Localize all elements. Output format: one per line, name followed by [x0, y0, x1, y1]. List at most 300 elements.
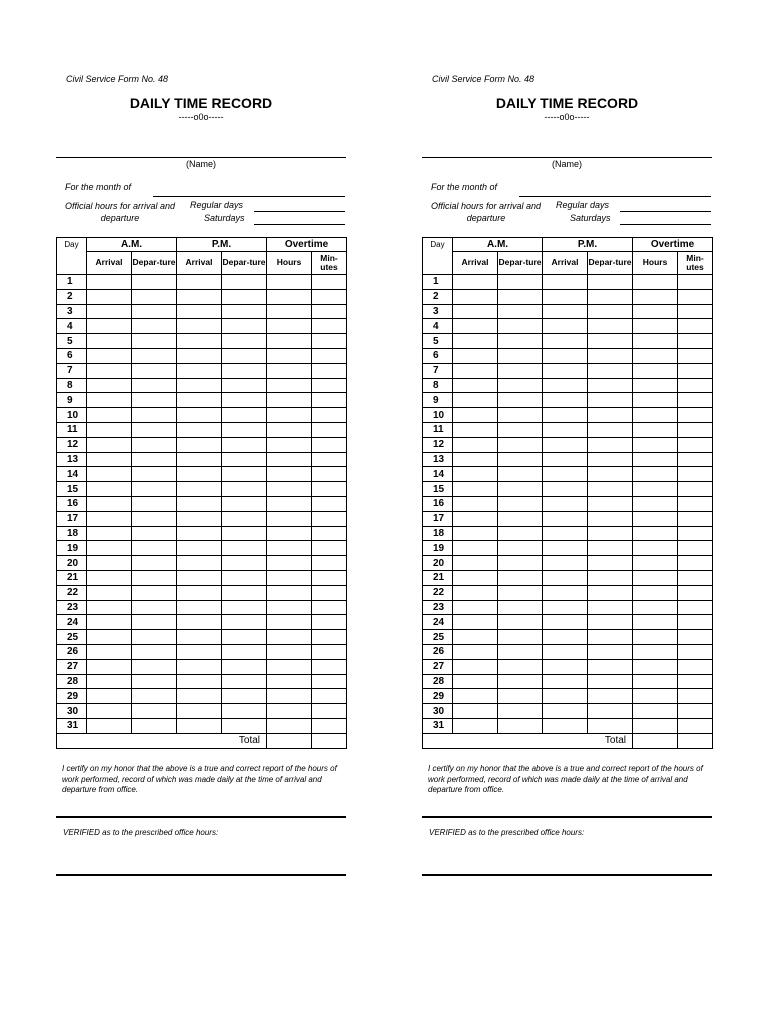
am-departure-cell[interactable]: [132, 348, 177, 363]
overtime-hours-cell[interactable]: [633, 304, 678, 319]
overtime-minutes-cell[interactable]: [678, 556, 713, 571]
am-departure-cell[interactable]: [132, 644, 177, 659]
am-arrival-cell[interactable]: [453, 718, 498, 733]
am-departure-cell[interactable]: [132, 363, 177, 378]
overtime-hours-cell[interactable]: [633, 644, 678, 659]
am-departure-cell[interactable]: [132, 615, 177, 630]
am-departure-cell[interactable]: [132, 600, 177, 615]
overtime-minutes-cell[interactable]: [678, 674, 713, 689]
am-arrival-cell[interactable]: [87, 422, 132, 437]
pm-arrival-cell[interactable]: [543, 289, 588, 304]
am-departure-cell[interactable]: [132, 556, 177, 571]
overtime-minutes-cell[interactable]: [678, 422, 713, 437]
overtime-minutes-cell[interactable]: [312, 689, 347, 704]
overtime-minutes-cell[interactable]: [312, 363, 347, 378]
am-arrival-cell[interactable]: [87, 408, 132, 423]
overtime-hours-cell[interactable]: [267, 467, 312, 482]
am-arrival-cell[interactable]: [453, 452, 498, 467]
am-departure-cell[interactable]: [498, 482, 543, 497]
pm-arrival-cell[interactable]: [543, 600, 588, 615]
am-departure-cell[interactable]: [132, 511, 177, 526]
overtime-minutes-cell[interactable]: [312, 437, 347, 452]
overtime-hours-cell[interactable]: [633, 275, 678, 290]
overtime-minutes-cell[interactable]: [312, 570, 347, 585]
am-arrival-cell[interactable]: [453, 600, 498, 615]
overtime-hours-cell[interactable]: [633, 496, 678, 511]
overtime-hours-cell[interactable]: [267, 718, 312, 733]
am-departure-cell[interactable]: [498, 600, 543, 615]
am-departure-cell[interactable]: [132, 704, 177, 719]
pm-departure-cell[interactable]: [588, 689, 633, 704]
overtime-hours-cell[interactable]: [633, 570, 678, 585]
am-arrival-cell[interactable]: [87, 704, 132, 719]
am-arrival-cell[interactable]: [87, 585, 132, 600]
am-arrival-cell[interactable]: [453, 511, 498, 526]
am-departure-cell[interactable]: [498, 615, 543, 630]
pm-departure-cell[interactable]: [222, 556, 267, 571]
pm-departure-cell[interactable]: [588, 378, 633, 393]
pm-departure-cell[interactable]: [588, 304, 633, 319]
overtime-minutes-cell[interactable]: [678, 630, 713, 645]
pm-departure-cell[interactable]: [588, 319, 633, 334]
am-arrival-cell[interactable]: [87, 526, 132, 541]
am-departure-cell[interactable]: [132, 541, 177, 556]
pm-arrival-cell[interactable]: [543, 393, 588, 408]
pm-arrival-cell[interactable]: [177, 674, 222, 689]
pm-departure-cell[interactable]: [588, 704, 633, 719]
am-departure-cell[interactable]: [132, 408, 177, 423]
am-arrival-cell[interactable]: [87, 511, 132, 526]
overtime-minutes-cell[interactable]: [312, 526, 347, 541]
am-arrival-cell[interactable]: [87, 334, 132, 349]
pm-departure-cell[interactable]: [588, 496, 633, 511]
am-departure-cell[interactable]: [132, 570, 177, 585]
am-departure-cell[interactable]: [498, 393, 543, 408]
overtime-minutes-cell[interactable]: [678, 408, 713, 423]
pm-arrival-cell[interactable]: [543, 319, 588, 334]
overtime-hours-cell[interactable]: [633, 689, 678, 704]
overtime-hours-cell[interactable]: [267, 674, 312, 689]
pm-arrival-cell[interactable]: [543, 275, 588, 290]
overtime-hours-cell[interactable]: [267, 452, 312, 467]
am-departure-cell[interactable]: [132, 718, 177, 733]
overtime-minutes-cell[interactable]: [312, 378, 347, 393]
pm-arrival-cell[interactable]: [543, 378, 588, 393]
am-arrival-cell[interactable]: [87, 319, 132, 334]
pm-arrival-cell[interactable]: [543, 437, 588, 452]
pm-arrival-cell[interactable]: [543, 511, 588, 526]
overtime-minutes-cell[interactable]: [312, 422, 347, 437]
pm-arrival-cell[interactable]: [177, 363, 222, 378]
pm-arrival-cell[interactable]: [177, 393, 222, 408]
am-arrival-cell[interactable]: [87, 275, 132, 290]
am-departure-cell[interactable]: [132, 334, 177, 349]
am-departure-cell[interactable]: [132, 526, 177, 541]
overtime-hours-cell[interactable]: [267, 630, 312, 645]
pm-departure-cell[interactable]: [222, 348, 267, 363]
overtime-hours-cell[interactable]: [633, 600, 678, 615]
overtime-hours-cell[interactable]: [633, 334, 678, 349]
am-arrival-cell[interactable]: [453, 659, 498, 674]
overtime-minutes-cell[interactable]: [312, 348, 347, 363]
am-departure-cell[interactable]: [132, 467, 177, 482]
overtime-hours-cell[interactable]: [267, 585, 312, 600]
overtime-minutes-cell[interactable]: [312, 718, 347, 733]
am-departure-cell[interactable]: [498, 408, 543, 423]
am-arrival-cell[interactable]: [453, 319, 498, 334]
pm-arrival-cell[interactable]: [177, 289, 222, 304]
pm-departure-cell[interactable]: [222, 615, 267, 630]
am-arrival-cell[interactable]: [453, 393, 498, 408]
name-line[interactable]: [422, 157, 712, 158]
am-departure-cell[interactable]: [498, 452, 543, 467]
pm-arrival-cell[interactable]: [177, 275, 222, 290]
pm-departure-cell[interactable]: [222, 334, 267, 349]
pm-departure-cell[interactable]: [222, 437, 267, 452]
am-departure-cell[interactable]: [498, 689, 543, 704]
am-departure-cell[interactable]: [132, 482, 177, 497]
pm-departure-cell[interactable]: [588, 556, 633, 571]
pm-departure-cell[interactable]: [588, 570, 633, 585]
pm-arrival-cell[interactable]: [543, 541, 588, 556]
month-line[interactable]: [153, 196, 345, 197]
am-departure-cell[interactable]: [498, 348, 543, 363]
am-arrival-cell[interactable]: [87, 437, 132, 452]
pm-departure-cell[interactable]: [222, 689, 267, 704]
month-line[interactable]: [519, 196, 711, 197]
overtime-hours-cell[interactable]: [267, 304, 312, 319]
pm-arrival-cell[interactable]: [177, 556, 222, 571]
overtime-hours-cell[interactable]: [267, 378, 312, 393]
am-arrival-cell[interactable]: [87, 467, 132, 482]
pm-arrival-cell[interactable]: [543, 334, 588, 349]
overtime-minutes-cell[interactable]: [312, 600, 347, 615]
signature-line[interactable]: [56, 816, 346, 818]
overtime-minutes-cell[interactable]: [678, 304, 713, 319]
pm-departure-cell[interactable]: [588, 600, 633, 615]
pm-arrival-cell[interactable]: [543, 556, 588, 571]
am-departure-cell[interactable]: [132, 319, 177, 334]
overtime-minutes-cell[interactable]: [678, 363, 713, 378]
overtime-hours-cell[interactable]: [633, 674, 678, 689]
am-arrival-cell[interactable]: [453, 422, 498, 437]
am-departure-cell[interactable]: [498, 511, 543, 526]
overtime-hours-cell[interactable]: [633, 630, 678, 645]
overtime-minutes-cell[interactable]: [312, 541, 347, 556]
overtime-minutes-cell[interactable]: [678, 526, 713, 541]
pm-arrival-cell[interactable]: [543, 304, 588, 319]
overtime-hours-cell[interactable]: [633, 585, 678, 600]
overtime-minutes-cell[interactable]: [678, 496, 713, 511]
pm-arrival-cell[interactable]: [177, 659, 222, 674]
pm-arrival-cell[interactable]: [543, 689, 588, 704]
pm-arrival-cell[interactable]: [543, 408, 588, 423]
pm-arrival-cell[interactable]: [543, 659, 588, 674]
pm-departure-cell[interactable]: [222, 718, 267, 733]
pm-arrival-cell[interactable]: [177, 630, 222, 645]
pm-arrival-cell[interactable]: [177, 704, 222, 719]
overtime-hours-cell[interactable]: [633, 319, 678, 334]
am-arrival-cell[interactable]: [87, 570, 132, 585]
pm-arrival-cell[interactable]: [177, 570, 222, 585]
pm-arrival-cell[interactable]: [543, 718, 588, 733]
overtime-minutes-cell[interactable]: [678, 689, 713, 704]
pm-arrival-cell[interactable]: [177, 600, 222, 615]
overtime-minutes-cell[interactable]: [678, 511, 713, 526]
pm-arrival-cell[interactable]: [177, 689, 222, 704]
overtime-hours-cell[interactable]: [633, 615, 678, 630]
overtime-hours-cell[interactable]: [267, 644, 312, 659]
am-arrival-cell[interactable]: [87, 600, 132, 615]
am-arrival-cell[interactable]: [453, 467, 498, 482]
overtime-hours-cell[interactable]: [267, 600, 312, 615]
am-arrival-cell[interactable]: [453, 482, 498, 497]
am-arrival-cell[interactable]: [87, 289, 132, 304]
overtime-minutes-cell[interactable]: [312, 408, 347, 423]
overtime-minutes-cell[interactable]: [678, 467, 713, 482]
am-arrival-cell[interactable]: [87, 644, 132, 659]
pm-arrival-cell[interactable]: [177, 644, 222, 659]
pm-departure-cell[interactable]: [588, 408, 633, 423]
am-departure-cell[interactable]: [132, 378, 177, 393]
pm-departure-cell[interactable]: [222, 393, 267, 408]
overtime-minutes-cell[interactable]: [678, 378, 713, 393]
am-arrival-cell[interactable]: [87, 659, 132, 674]
overtime-hours-cell[interactable]: [267, 541, 312, 556]
am-departure-cell[interactable]: [132, 659, 177, 674]
am-arrival-cell[interactable]: [453, 304, 498, 319]
am-arrival-cell[interactable]: [87, 615, 132, 630]
pm-arrival-cell[interactable]: [177, 496, 222, 511]
am-arrival-cell[interactable]: [87, 718, 132, 733]
pm-departure-cell[interactable]: [588, 511, 633, 526]
pm-arrival-cell[interactable]: [177, 348, 222, 363]
pm-arrival-cell[interactable]: [177, 378, 222, 393]
am-departure-cell[interactable]: [132, 304, 177, 319]
pm-departure-cell[interactable]: [588, 526, 633, 541]
pm-departure-cell[interactable]: [588, 585, 633, 600]
pm-departure-cell[interactable]: [222, 363, 267, 378]
pm-arrival-cell[interactable]: [177, 319, 222, 334]
pm-arrival-cell[interactable]: [177, 615, 222, 630]
am-departure-cell[interactable]: [498, 704, 543, 719]
overtime-minutes-cell[interactable]: [312, 630, 347, 645]
am-arrival-cell[interactable]: [453, 585, 498, 600]
overtime-hours-cell[interactable]: [267, 408, 312, 423]
am-departure-cell[interactable]: [498, 378, 543, 393]
overtime-minutes-cell[interactable]: [678, 644, 713, 659]
overtime-hours-cell[interactable]: [633, 378, 678, 393]
overtime-minutes-cell[interactable]: [678, 570, 713, 585]
pm-departure-cell[interactable]: [588, 644, 633, 659]
am-departure-cell[interactable]: [498, 422, 543, 437]
am-arrival-cell[interactable]: [453, 704, 498, 719]
am-arrival-cell[interactable]: [87, 378, 132, 393]
am-departure-cell[interactable]: [132, 437, 177, 452]
overtime-minutes-cell[interactable]: [312, 585, 347, 600]
saturdays-line[interactable]: [620, 224, 711, 225]
pm-departure-cell[interactable]: [588, 289, 633, 304]
overtime-hours-cell[interactable]: [267, 704, 312, 719]
am-arrival-cell[interactable]: [453, 378, 498, 393]
pm-arrival-cell[interactable]: [177, 526, 222, 541]
am-departure-cell[interactable]: [132, 585, 177, 600]
overtime-hours-cell[interactable]: [267, 393, 312, 408]
overtime-hours-cell[interactable]: [267, 319, 312, 334]
pm-departure-cell[interactable]: [222, 304, 267, 319]
pm-departure-cell[interactable]: [222, 482, 267, 497]
overtime-minutes-cell[interactable]: [678, 319, 713, 334]
overtime-minutes-cell[interactable]: [678, 393, 713, 408]
pm-arrival-cell[interactable]: [543, 467, 588, 482]
pm-departure-cell[interactable]: [222, 659, 267, 674]
pm-departure-cell[interactable]: [222, 289, 267, 304]
overtime-hours-cell[interactable]: [267, 526, 312, 541]
overtime-minutes-cell[interactable]: [312, 482, 347, 497]
am-arrival-cell[interactable]: [453, 689, 498, 704]
regular-days-line[interactable]: [620, 211, 711, 212]
pm-arrival-cell[interactable]: [543, 452, 588, 467]
pm-departure-cell[interactable]: [222, 704, 267, 719]
pm-departure-cell[interactable]: [588, 393, 633, 408]
pm-arrival-cell[interactable]: [543, 482, 588, 497]
am-departure-cell[interactable]: [132, 422, 177, 437]
overtime-minutes-cell[interactable]: [678, 275, 713, 290]
am-departure-cell[interactable]: [132, 275, 177, 290]
overtime-hours-cell[interactable]: [267, 289, 312, 304]
overtime-minutes-cell[interactable]: [312, 556, 347, 571]
pm-arrival-cell[interactable]: [177, 511, 222, 526]
overtime-hours-cell[interactable]: [267, 570, 312, 585]
overtime-hours-cell[interactable]: [633, 452, 678, 467]
overtime-hours-cell[interactable]: [267, 496, 312, 511]
total-minutes-cell[interactable]: [312, 733, 347, 748]
am-arrival-cell[interactable]: [453, 275, 498, 290]
pm-arrival-cell[interactable]: [543, 526, 588, 541]
pm-departure-cell[interactable]: [588, 718, 633, 733]
am-arrival-cell[interactable]: [87, 630, 132, 645]
pm-departure-cell[interactable]: [222, 511, 267, 526]
am-departure-cell[interactable]: [498, 319, 543, 334]
overtime-minutes-cell[interactable]: [312, 393, 347, 408]
overtime-minutes-cell[interactable]: [678, 615, 713, 630]
pm-departure-cell[interactable]: [222, 630, 267, 645]
overtime-minutes-cell[interactable]: [312, 304, 347, 319]
am-arrival-cell[interactable]: [87, 452, 132, 467]
overtime-minutes-cell[interactable]: [312, 467, 347, 482]
overtime-hours-cell[interactable]: [633, 393, 678, 408]
pm-departure-cell[interactable]: [222, 319, 267, 334]
overtime-minutes-cell[interactable]: [312, 275, 347, 290]
am-departure-cell[interactable]: [498, 585, 543, 600]
am-departure-cell[interactable]: [132, 496, 177, 511]
pm-arrival-cell[interactable]: [177, 422, 222, 437]
overtime-minutes-cell[interactable]: [312, 452, 347, 467]
am-arrival-cell[interactable]: [453, 496, 498, 511]
pm-departure-cell[interactable]: [222, 452, 267, 467]
pm-departure-cell[interactable]: [222, 408, 267, 423]
pm-departure-cell[interactable]: [588, 334, 633, 349]
overtime-minutes-cell[interactable]: [312, 615, 347, 630]
pm-departure-cell[interactable]: [588, 674, 633, 689]
overtime-hours-cell[interactable]: [267, 689, 312, 704]
pm-arrival-cell[interactable]: [177, 467, 222, 482]
am-departure-cell[interactable]: [498, 437, 543, 452]
am-departure-cell[interactable]: [498, 334, 543, 349]
overtime-minutes-cell[interactable]: [312, 704, 347, 719]
am-departure-cell[interactable]: [498, 275, 543, 290]
am-departure-cell[interactable]: [498, 304, 543, 319]
overtime-hours-cell[interactable]: [633, 718, 678, 733]
overtime-minutes-cell[interactable]: [312, 289, 347, 304]
pm-departure-cell[interactable]: [222, 570, 267, 585]
overtime-minutes-cell[interactable]: [678, 348, 713, 363]
pm-departure-cell[interactable]: [222, 541, 267, 556]
am-arrival-cell[interactable]: [453, 541, 498, 556]
pm-departure-cell[interactable]: [222, 422, 267, 437]
overtime-hours-cell[interactable]: [633, 467, 678, 482]
pm-departure-cell[interactable]: [222, 585, 267, 600]
saturdays-line[interactable]: [254, 224, 345, 225]
overtime-minutes-cell[interactable]: [678, 600, 713, 615]
pm-arrival-cell[interactable]: [177, 482, 222, 497]
pm-departure-cell[interactable]: [588, 275, 633, 290]
pm-arrival-cell[interactable]: [177, 541, 222, 556]
signature-line[interactable]: [422, 816, 712, 818]
overtime-hours-cell[interactable]: [633, 659, 678, 674]
pm-departure-cell[interactable]: [588, 422, 633, 437]
overtime-minutes-cell[interactable]: [312, 644, 347, 659]
am-arrival-cell[interactable]: [87, 393, 132, 408]
pm-arrival-cell[interactable]: [177, 452, 222, 467]
verifier-signature-line[interactable]: [422, 874, 712, 876]
pm-arrival-cell[interactable]: [177, 437, 222, 452]
overtime-hours-cell[interactable]: [267, 363, 312, 378]
overtime-hours-cell[interactable]: [633, 526, 678, 541]
am-arrival-cell[interactable]: [453, 408, 498, 423]
pm-departure-cell[interactable]: [222, 275, 267, 290]
overtime-minutes-cell[interactable]: [312, 659, 347, 674]
overtime-hours-cell[interactable]: [267, 422, 312, 437]
overtime-hours-cell[interactable]: [267, 615, 312, 630]
am-departure-cell[interactable]: [498, 541, 543, 556]
overtime-hours-cell[interactable]: [267, 437, 312, 452]
am-arrival-cell[interactable]: [87, 363, 132, 378]
overtime-hours-cell[interactable]: [267, 511, 312, 526]
overtime-hours-cell[interactable]: [633, 289, 678, 304]
am-departure-cell[interactable]: [498, 526, 543, 541]
pm-arrival-cell[interactable]: [543, 674, 588, 689]
am-arrival-cell[interactable]: [87, 482, 132, 497]
overtime-hours-cell[interactable]: [267, 334, 312, 349]
am-departure-cell[interactable]: [498, 644, 543, 659]
pm-departure-cell[interactable]: [222, 644, 267, 659]
pm-arrival-cell[interactable]: [177, 585, 222, 600]
pm-arrival-cell[interactable]: [177, 304, 222, 319]
overtime-minutes-cell[interactable]: [678, 334, 713, 349]
overtime-hours-cell[interactable]: [633, 556, 678, 571]
pm-arrival-cell[interactable]: [543, 704, 588, 719]
pm-departure-cell[interactable]: [588, 541, 633, 556]
am-departure-cell[interactable]: [498, 674, 543, 689]
total-hours-cell[interactable]: [267, 733, 312, 748]
total-hours-cell[interactable]: [633, 733, 678, 748]
am-arrival-cell[interactable]: [453, 674, 498, 689]
pm-departure-cell[interactable]: [222, 600, 267, 615]
pm-arrival-cell[interactable]: [543, 570, 588, 585]
am-arrival-cell[interactable]: [453, 289, 498, 304]
am-arrival-cell[interactable]: [453, 615, 498, 630]
